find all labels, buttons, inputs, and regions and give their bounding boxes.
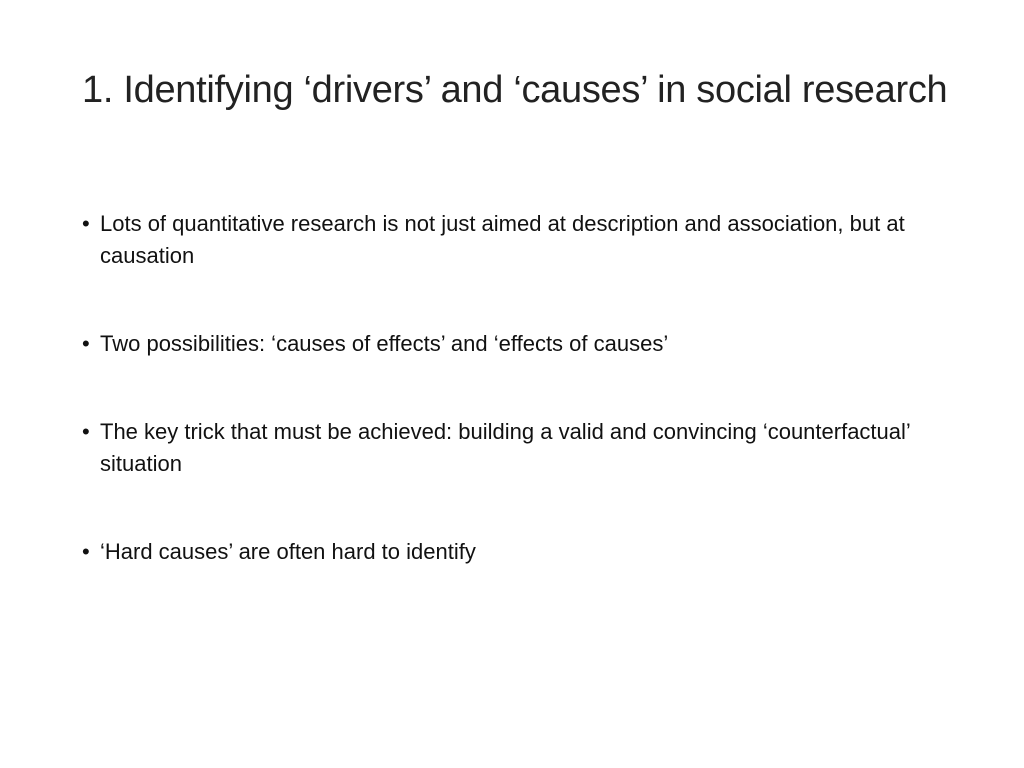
bullet-text: Two possibilities: ‘causes of effects’ and ‘effects of causes’ [100,331,669,356]
bullet-list [82,208,942,624]
bullet-dot-icon: • [82,331,90,356]
bullet-dot-icon: • [82,539,90,564]
bullet-dot-icon: • [82,419,90,444]
bullet-text: Lots of quantitative research is not just aimed at description and association, but at causation [100,211,905,268]
bullet-item [82,416,942,480]
bullet-item [82,328,942,360]
slide-title: 1. Identifying ‘drivers’ and ‘causes’ in social research [82,69,948,111]
bullet-item [82,208,942,272]
bullet-text: ‘Hard causes’ are often hard to identify [100,539,476,564]
bullet-text: The key trick that must be achieved: building a valid and convincing ‘counterfactual’ situation [100,419,910,476]
bullet-item [82,536,942,568]
bullet-dot-icon: • [82,211,90,236]
